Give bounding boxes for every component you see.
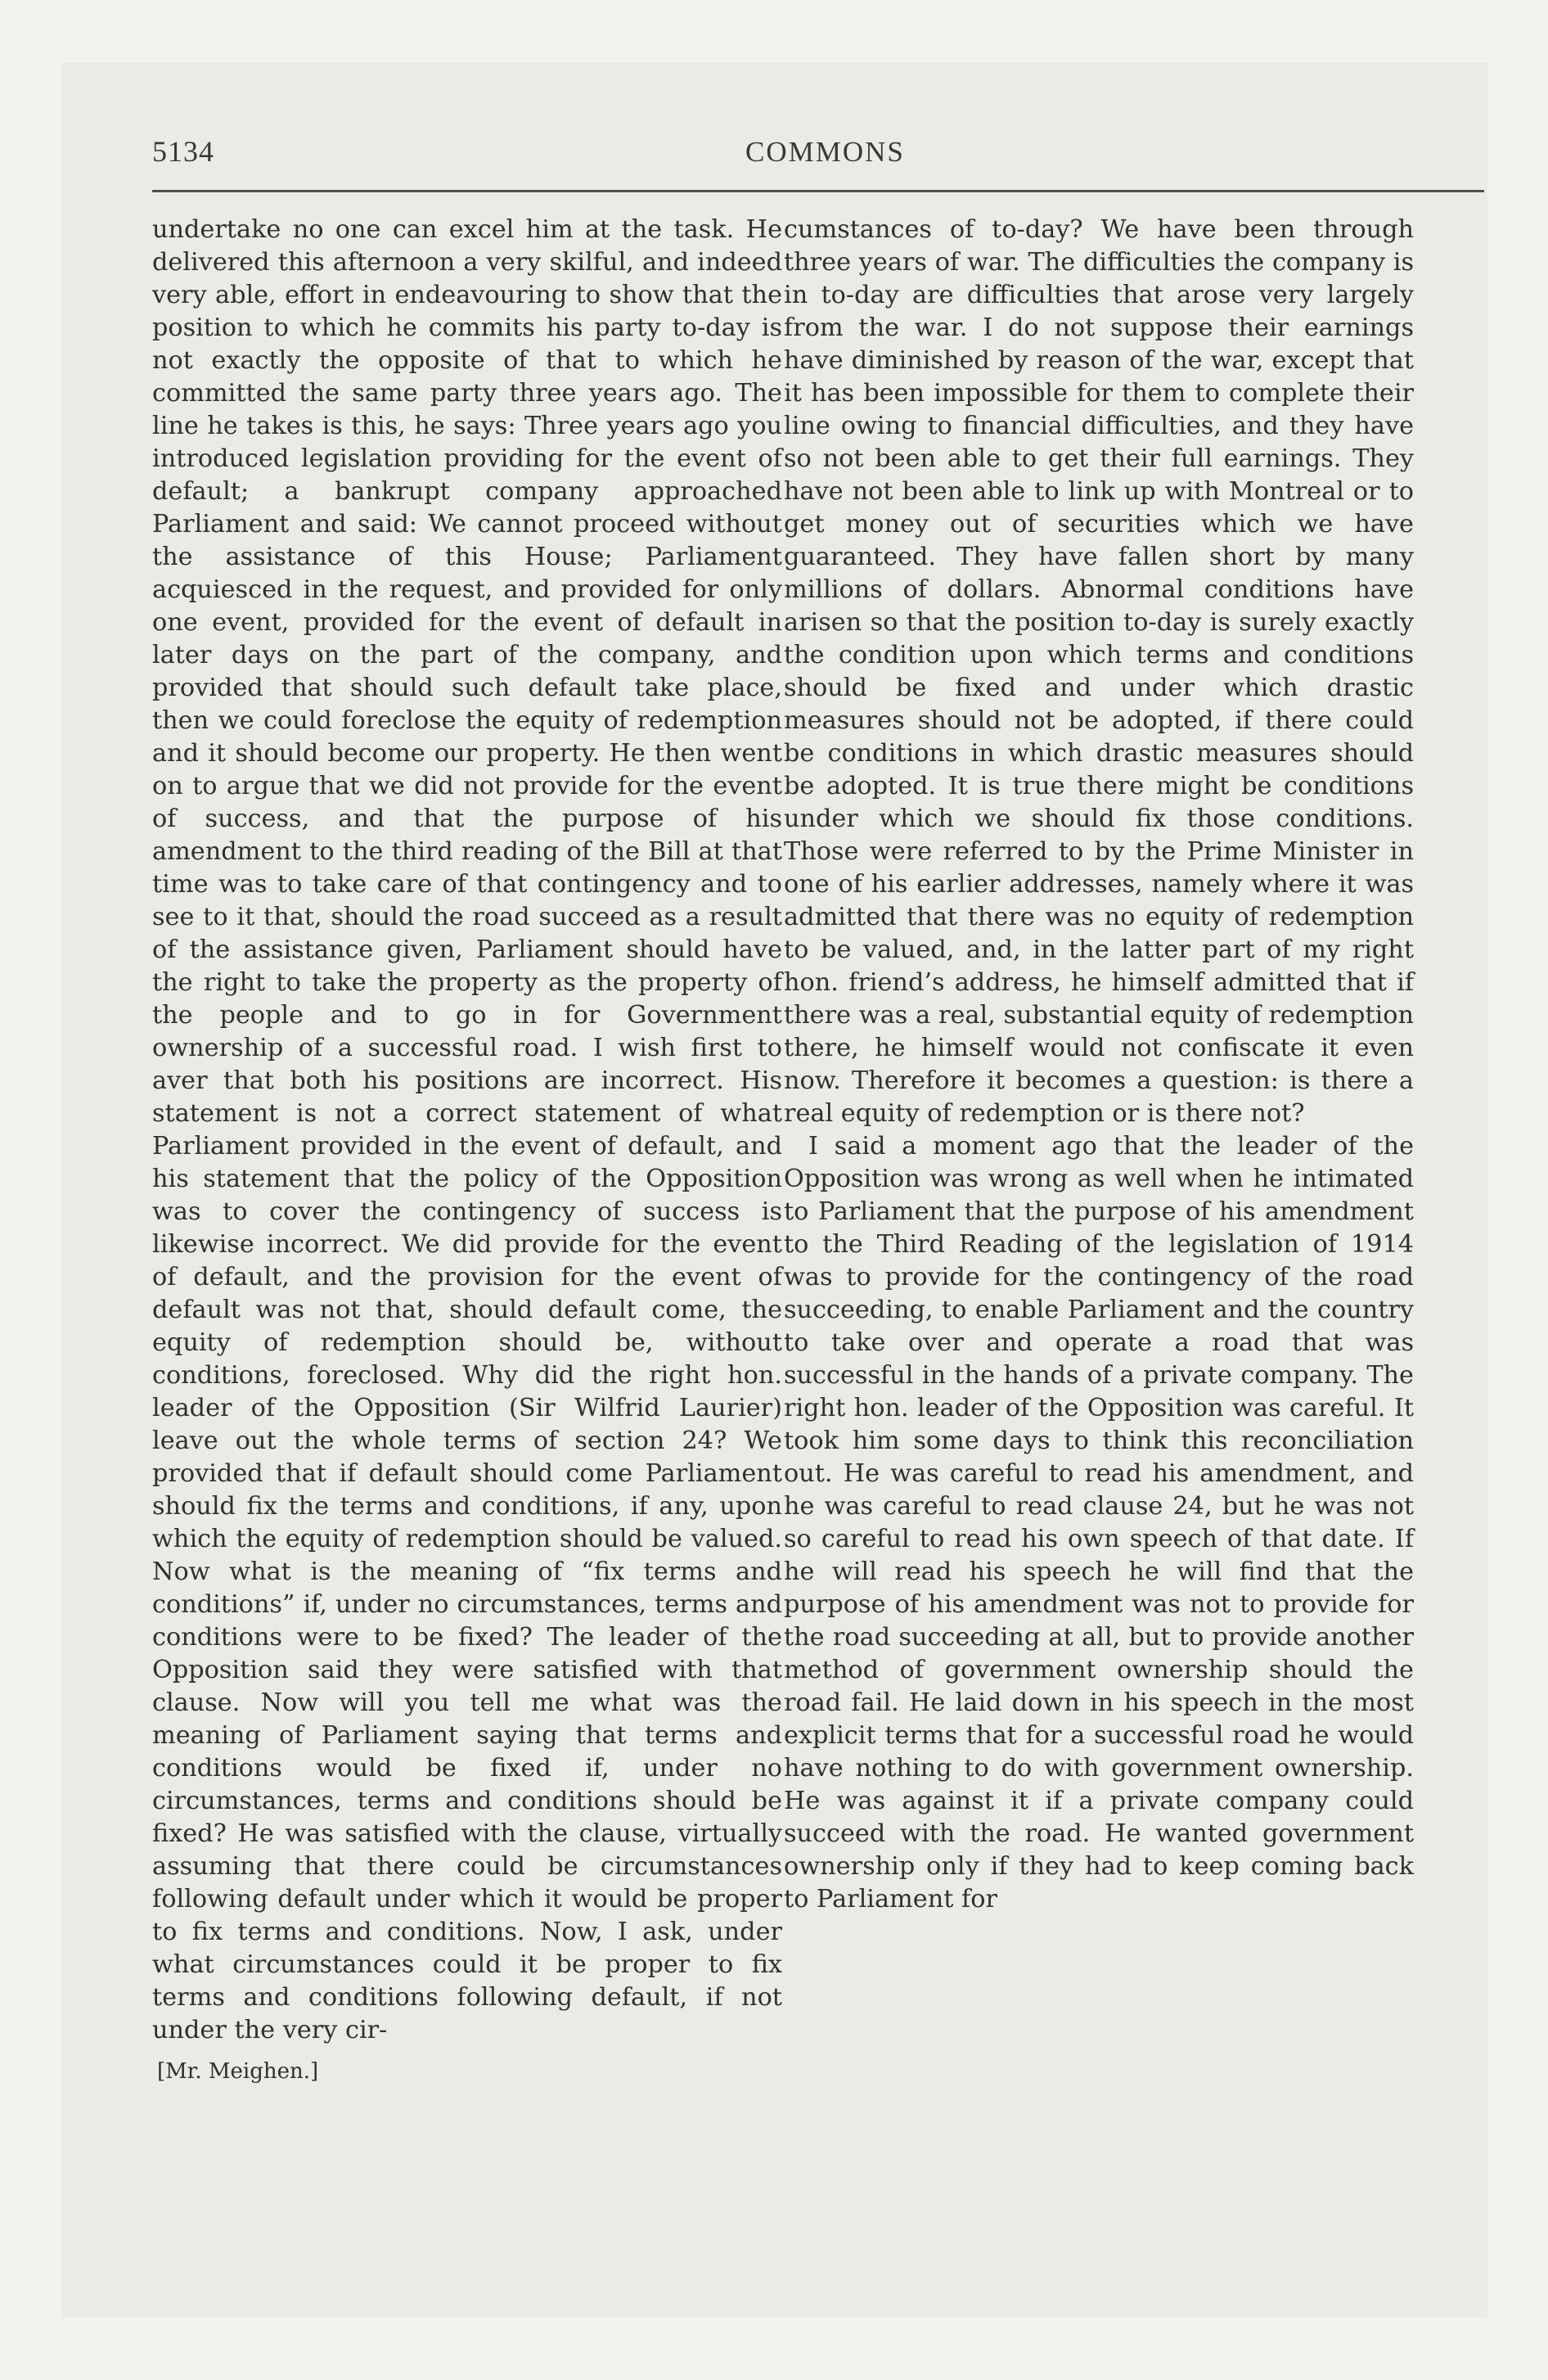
page-header bbox=[152, 134, 1484, 183]
right-paragraph-2: I said a moment ago that the leader of the Opposition was wrong as well when he intimated to Parliament that the purpose of his amendment to the Third Reading of the legislation of 1914 was to provide for the contingency of the road succeeding, to enable Parliament and the country to take over and operate a road that was successful in the hands of a private company. The right hon. leader of the Opposition was careful. It took him some days to think this reconciliation out. He was careful to read his amendment, and he was careful to read clause 24, but he was not so careful to read his own speech of that date. If he will read his speech he will find that the purpose of his amendment was not to provide for the road succeeding at all, but to provide another method of government ownership should the road fail. He laid down in his speech in the most explicit terms that for a successful road he would have nothing to do with government ownership. He was against it if a private company could succeed with the road. He wanted government ownership only if they had to keep coming back to Parliament for bbox=[784, 1132, 1414, 1913]
running-head: COMMONS bbox=[745, 136, 905, 168]
left-paragraph-1: undertake no one can excel him at the task. He delivered this afternoon a very skilful, and indeed very able, effort in endeavouring to show that the position to which he commits his party to-day is not exactly the opposite of that to which he committed the same party three years ago. The line he takes is this, he says: Three years ago you introduced legislation providing for the event of default; a bankrupt company approached Parliament and said: We cannot proceed without the assistance of this House; Parliament acquiesced in the request, and provided for only one event, provided for the event of default in later days on the part of the company, and provided that should such default take place, then we could foreclose the equity of redemption and it should become our property. He then went on to argue that we did not provide for the event of success, and that the purpose of his amendment to the third reading of the Bill at that time was to take care of that contingency and to see to it that, should the road succeed as a result of the assistance given, Parliament should have the right to take the property as the property of the people and to go in for Government ownership of a successful road. I wish first to aver that both his positions are incorrect. His statement is not a correct statement of what Parliament provided in the event of default, and his statement that the policy of the Opposition was to cover the contingency of success is likewise incorrect. We did provide for the event of default, and the provision for the event of default was not that, should default come, the equity of redemption should be, without conditions, foreclosed. Why did the right hon. leader of the Opposition (Sir Wilfrid Laurier) leave out the whole terms of section 24? We provided that if default should come Parliament should fix the terms and conditions, if any, upon which the equity of redemption should be valued. Now what is the meaning of “fix terms and conditions” if, under no circumstances, terms and conditions were to be fixed? The leader of the Opposition said they were satisfied with that clause. Now will you tell me what was the meaning of Parliament saying that terms and conditions would be fixed if, under no circumstances, terms and conditions should be fixed? He was satisfied with the clause, virtually assuming that there could be circumstances following default under which it would be proper to fix terms and conditions. Now, I ask, under what circumstances could it be proper to fix terms and conditions following default, if not under the very cir- bbox=[152, 215, 782, 2044]
header-rule bbox=[152, 190, 1484, 192]
speaker-attribution: [Mr. Meighen.] bbox=[157, 2059, 319, 2084]
page-number: 5134 bbox=[152, 135, 214, 168]
right-column bbox=[784, 214, 1414, 1916]
left-column bbox=[152, 214, 782, 2088]
right-paragraph-1: cumstances of to-day? We have been through three years of war. The difficulties the company is in to-day are difficulties that arose very largely from the war. I do not suppose their earnings have diminished by reason of the war, except that it has been impossible for them to complete their line owing to financial difficulties, and they have so not been able to get their full earnings. They have not been able to link up with Montreal or to get money out of securities which we have guaranteed. They have fallen short by many millions of dollars. Abnormal conditions have arisen so that the position to-day is surely exactly the condition upon which terms and conditions should be fixed and under which drastic measures should not be adopted, if there could be conditions in which drastic measures should be adopted. It is true there might be conditions under which we should fix those conditions. Those were referred to by the Prime Minister in one of his earlier addresses, namely where it was admitted that there was no equity of redemption to be valued, and, in the latter part of my right hon. friend’s address, he himself admitted that if there was a real, substantial equity of redemption there, he himself would not confiscate it even now. Therefore it becomes a question: is there a real equity of redemption or is there not? bbox=[784, 215, 1414, 1128]
scanned-page bbox=[62, 62, 1487, 2318]
